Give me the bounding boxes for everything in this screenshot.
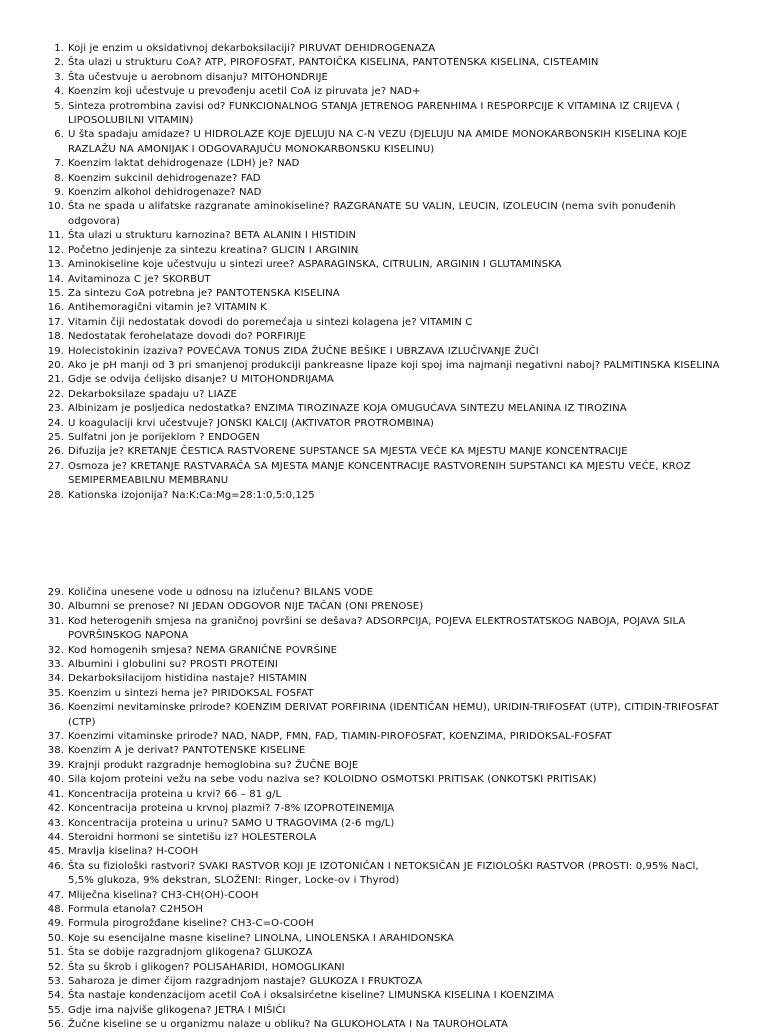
item-text: Avitaminoza C je? SKORBUT <box>68 273 211 285</box>
item-number: 15. <box>47 287 64 299</box>
item-text: Koenzim u sintezi hema je? PIRIDOKSAL FOSFAT <box>68 687 314 699</box>
list-item <box>0 373 768 387</box>
list-item <box>0 932 768 946</box>
list-item <box>0 186 768 200</box>
item-number: 50. <box>47 932 64 944</box>
list-item <box>0 460 768 489</box>
item-text: Gdje ima najviše glikogena? JETRA I MIŠIĆI <box>68 1004 286 1016</box>
item-text: Saharoza je dimer čijom razgradnjom nastaje? GLUKOZA I FRUKTOZA <box>68 975 423 987</box>
list-item <box>0 845 768 859</box>
list-item <box>0 817 768 831</box>
list-item <box>0 229 768 243</box>
item-number: 44. <box>47 831 64 843</box>
item-number: 8. <box>54 172 64 184</box>
list-item <box>0 330 768 344</box>
item-number: 41. <box>47 788 64 800</box>
item-number: 56. <box>47 1019 64 1031</box>
list-item <box>0 773 768 787</box>
item-text: Antihemoragični vitamin je? VITAMIN K <box>68 302 267 314</box>
item-text: Ako je pH manji od 3 pri smanjenoj produkciji pankreasne lipaze koji spoj ima najmanji negativni naboj? PALMITINSKA KISELINA <box>68 359 720 371</box>
item-text: U šta spadaju amidaze? U HIDROLAZE KOJE DJELUJU NA C-N VEZU (DJELUJU NA AMIDE MONOKARBONSKIH KISELINA KOJE RAZLAŽU NA AMONIJAK I ODGOVARAJUĆU MONOKARBONSKU KISELINU) <box>68 129 688 155</box>
item-number: 26. <box>47 446 64 458</box>
item-text: Koenzim koji učestvuje u prevođenju acetil CoA iz piruvata je? NAD+ <box>68 86 421 98</box>
list-item <box>0 489 768 503</box>
list-item <box>0 975 768 989</box>
list-item <box>0 402 768 416</box>
item-text: Količina unesene vode u odnosu na izlučenu? BILANS VODE <box>68 587 374 598</box>
item-text: Šta ulazi u strukturu CoA? ATP, PIROFOSFAT, PANTOIČKA KISELINA, PANTOTENSKA KISELINA, CISTEAMIN <box>68 57 599 69</box>
item-text: Steroidni hormoni se sintetišu iz? HOLESTEROLA <box>68 831 317 843</box>
list-item <box>0 644 768 658</box>
item-text: Koje su esencijalne masne kiseline? LINOLNA, LINOLENSKA I ARAHIDONSKA <box>68 932 454 944</box>
item-number: 52. <box>47 961 64 973</box>
item-number: 14. <box>47 273 64 285</box>
item-number: 17. <box>47 316 64 328</box>
item-text: Koenzimi nevitaminske prirode? KOENZIM DERIVAT PORFIRINA (IDENTIČAN HEMU), URIDIN-TRIFOSFAT (UTP), CITIDIN-TRIFOSFAT (CTP) <box>68 702 719 728</box>
list-item <box>0 946 768 960</box>
item-text: Koenzimi vitaminske prirode? NAD, NADP, FMN, FAD, TIAMIN-PIROFOSFAT, KOENZIMA, PIRIDOKSAL-FOSFAT <box>68 731 612 743</box>
item-text: Mliječna kiselina? CH3-CH(OH)-COOH <box>68 889 259 901</box>
item-text: Koji je enzim u oksidativnoj dekarboksilaciji? PIRUVAT DEHIDROGENAZA <box>68 43 436 54</box>
item-number: 12. <box>47 244 64 256</box>
item-number: 5. <box>54 100 64 112</box>
item-number: 6. <box>54 129 64 141</box>
item-number: 29. <box>47 587 64 598</box>
item-number: 16. <box>47 302 64 314</box>
list-item <box>0 431 768 445</box>
list-item <box>0 128 768 157</box>
item-number: 43. <box>47 817 64 829</box>
item-number: 1. <box>54 43 64 54</box>
list-item <box>0 85 768 99</box>
item-text: Mravlja kiselina? H-COOH <box>68 846 199 858</box>
list-item <box>0 701 768 730</box>
list-item <box>0 345 768 359</box>
list-item <box>0 258 768 272</box>
item-text: Šta su škrob i glikogen? POLISAHARIDI, HOMOGLIKANI <box>68 961 345 973</box>
item-number: 24. <box>47 417 64 429</box>
list-item <box>0 56 768 70</box>
list-item <box>0 989 768 1003</box>
item-number: 21. <box>47 374 64 386</box>
item-number: 48. <box>47 903 64 915</box>
item-text: Početno jedinjenje za sintezu kreatina? GLICIN I ARGININ <box>68 244 359 256</box>
item-number: 22. <box>47 388 64 400</box>
list-item <box>0 42 768 56</box>
item-text: Osmoza je? KRETANJE RASTVARAČA SA MJESTA MANJE KONCENTRACIJE RASTVORENIH SUPSTANCI KA MJESTU VEĆE, KROZ SEMIPERMEABILNU MEMBRANU <box>68 460 691 487</box>
item-text: U koagulaciji krvi učestvuje? JONSKI KALCIJ (AKTIVATOR PROTROMBINA) <box>68 417 435 429</box>
item-text: Gdje se odvija ćelijsko disanje? U MITOHONDRIJAMA <box>68 374 334 386</box>
item-text: Dekarboksilaze spadaju u? LIAZE <box>68 388 237 400</box>
item-number: 19. <box>47 345 64 357</box>
list-item <box>0 359 768 373</box>
item-text: Aminokiseline koje učestvuju u sintezi uree? ASPARAGINSKA, CITRULIN, ARGININ I GLUTAMINSKA <box>68 259 562 271</box>
item-number: 33. <box>47 659 64 671</box>
item-number: 2. <box>54 57 64 69</box>
list-item <box>0 586 768 600</box>
item-text: Difuzija je? KRETANJE ČESTICA RASTVORENE SUPSTANCE SA MJESTA VEĆE KA MJESTU MANJE KONCENTRACIJE <box>68 446 628 458</box>
item-text: Koncentracija proteina u krvnoj plazmi? 7-8% IZOPROTEINEMIJA <box>68 803 395 815</box>
item-number: 45. <box>47 846 64 858</box>
item-number: 18. <box>47 331 64 343</box>
item-number: 46. <box>47 860 64 872</box>
item-number: 37. <box>47 731 64 743</box>
item-text: Koenzim sukcinil dehidrogenaze? FAD <box>68 172 261 184</box>
list-item <box>0 417 768 431</box>
item-number: 49. <box>47 918 64 930</box>
item-text: Kationska izojonija? Na:K:Ca:Mg=28:1:0,5:0,125 <box>68 489 315 501</box>
item-number: 28. <box>47 489 64 501</box>
item-text: Dekarboksilacijom histidina nastaje? HISTAMIN <box>68 673 307 685</box>
list-item <box>0 672 768 686</box>
list-item <box>0 172 768 186</box>
item-text: Šta ulazi u strukturu karnozina? BETA ALANIN I HISTIDIN <box>68 230 357 242</box>
item-number: 34. <box>47 673 64 685</box>
list-item <box>0 244 768 258</box>
item-number: 23. <box>47 403 64 415</box>
item-number: 36. <box>47 702 64 714</box>
list-item <box>0 744 768 758</box>
list-item <box>0 600 768 614</box>
list-item <box>0 273 768 287</box>
list-item <box>0 903 768 917</box>
item-number: 25. <box>47 431 64 443</box>
list-item <box>0 802 768 816</box>
item-text: Koncentracija proteina u urinu? SAMO U TRAGOVIMA (2-6 mg/L) <box>68 817 395 829</box>
item-text: Šta nastaje kondenzacijom acetil CoA i oksalsirćetne kiseline? LIMUNSKA KISELINA I KOENZIMA <box>68 990 554 1002</box>
list-item <box>0 301 768 315</box>
list-item <box>0 388 768 402</box>
item-text: Sulfatni jon je porijeklom ? ENDOGEN <box>68 431 260 443</box>
item-text: Albumini i globulini su? PROSTI PROTEINI <box>68 659 278 671</box>
item-text: Sinteza protrombina zavisi od? FUNKCIONALNOG STANJA JETRENOG PARENHIMA I RESPORPCIJE K VITAMINA IZ CRIJEVA ( LIPOSOLUBILNI VITAMIN) <box>68 100 681 127</box>
item-number: 13. <box>47 259 64 271</box>
item-text: Sila kojom proteini vežu na sebe vodu naziva se? KOLOIDNO OSMOTSKI PRITISAK (ONKOTSKI PRITISAK) <box>68 774 597 786</box>
item-text: Za sintezu CoA potrebna je? PANTOTENSKA KISELINA <box>68 287 340 299</box>
item-text: Albumni se prenose? NI JEDAN ODGOVOR NIJE TAČAN (ONI PRENOSE) <box>68 601 424 613</box>
item-text: Kod homogenih smjesa? NEMA GRANIČNE POVRŠINE <box>68 644 338 656</box>
list-item <box>0 788 768 802</box>
item-number: 53. <box>47 975 64 987</box>
list-item <box>0 316 768 330</box>
item-text: Šta su fiziološki rastvori? SVAKI RASTVOR KOJI JE IZOTONIČAN I NETOKSIČAN JE FIZIOLOŠKI RASTVOR (PROSTI: 0,95% NaCl, 5,5% glukoza, 9% dekstran, SLOŽENI: Ringer, Locke-ov i Thyrod) <box>68 860 699 887</box>
list-item <box>0 615 768 644</box>
item-number: 47. <box>47 889 64 901</box>
item-text: Nedostatak ferohelataze dovodi do? PORFIRIJE <box>68 331 306 343</box>
item-text: Koenzim alkohol dehidrogenaze? NAD <box>68 187 262 199</box>
item-text: Koenzim laktat dehidrogenaze (LDH) je? NAD <box>68 158 300 170</box>
item-text: Albinizam je posljedica nedostatka? ENZIMA TIROZINAZE KOJA OMUGUĆAVA SINTEZU MELANINA IZ TIROZINA <box>68 403 627 415</box>
list-item <box>0 287 768 301</box>
item-number: 31. <box>47 615 64 627</box>
list-item <box>0 157 768 171</box>
item-text: Koncentracija proteina u krvi? 66 – 81 g/L <box>68 788 282 800</box>
item-text: Vitamin čiji nedostatak dovodi do poremećaja u sintezi kolagena je? VITAMIN C <box>68 316 473 328</box>
item-text: Formula pirogrožđane kiseline? CH3-C=O-COOH <box>68 918 314 930</box>
list-item <box>0 831 768 845</box>
list-item <box>0 917 768 931</box>
item-number: 38. <box>47 745 64 757</box>
list-item <box>0 1004 768 1018</box>
item-text: Kod heterogenih smjesa na graničnoj površini se dešava? ADSORPCIJA, POJEVA ELEKTROSTATSKOG NABOJA, POJAVA SILA POVRŠINSKOG NAPONA <box>68 615 686 642</box>
item-number: 10. <box>47 201 64 213</box>
item-text: Žučne kiseline se u organizmu nalaze u obliku? Na GLUKOHOLATA I Na TAUROHOLATA <box>68 1019 508 1031</box>
list-item <box>0 860 768 889</box>
item-number: 40. <box>47 774 64 786</box>
list-item <box>0 1018 768 1032</box>
list-item <box>0 658 768 672</box>
item-number: 27. <box>47 460 64 472</box>
item-number: 39. <box>47 759 64 771</box>
item-number: 55. <box>47 1004 64 1016</box>
question-list-part2 <box>0 586 768 1033</box>
list-item <box>0 961 768 975</box>
list-item <box>0 889 768 903</box>
item-number: 7. <box>54 158 64 170</box>
item-number: 3. <box>54 71 64 83</box>
item-number: 20. <box>47 359 64 371</box>
item-text: Šta se dobije razgradnjom glikogena? GLUKOZA <box>68 947 313 959</box>
item-number: 51. <box>47 947 64 959</box>
item-number: 4. <box>54 86 64 98</box>
item-text: Formula etanola? C2H5OH <box>68 903 204 915</box>
list-item <box>0 759 768 773</box>
item-number: 32. <box>47 644 64 656</box>
list-item <box>0 687 768 701</box>
list-item <box>0 100 768 129</box>
item-text: Koenzim A je derivat? PANTOTENSKE KISELINE <box>68 745 306 757</box>
list-item <box>0 730 768 744</box>
item-text: Krajnji produkt razgradnje hemoglobina su? ŽUČNE BOJE <box>68 759 359 771</box>
list-item <box>0 200 768 229</box>
item-number: 11. <box>47 230 64 242</box>
item-text: Šta ne spada u alifatske razgranate aminokiseline? RAZGRANATE SU VALIN, LEUCIN, IZOLEUCIN (nema svih ponuđenih odgovora) <box>68 201 676 227</box>
list-item <box>0 445 768 459</box>
item-text: Holecistokinin izaziva? POVEĆAVA TONUS ZIDA ŽUČNE BEŠIKE I UBRZAVA IZLUČIVANJE ŽUČI <box>68 345 539 357</box>
item-number: 42. <box>47 803 64 815</box>
item-text: Šta učestvuje u aerobnom disanju? MITOHONDRIJE <box>68 71 328 83</box>
item-number: 54. <box>47 990 64 1002</box>
question-list-part1 <box>0 42 768 503</box>
item-number: 35. <box>47 687 64 699</box>
item-number: 30. <box>47 601 64 613</box>
list-item <box>0 71 768 85</box>
item-number: 9. <box>54 187 64 199</box>
